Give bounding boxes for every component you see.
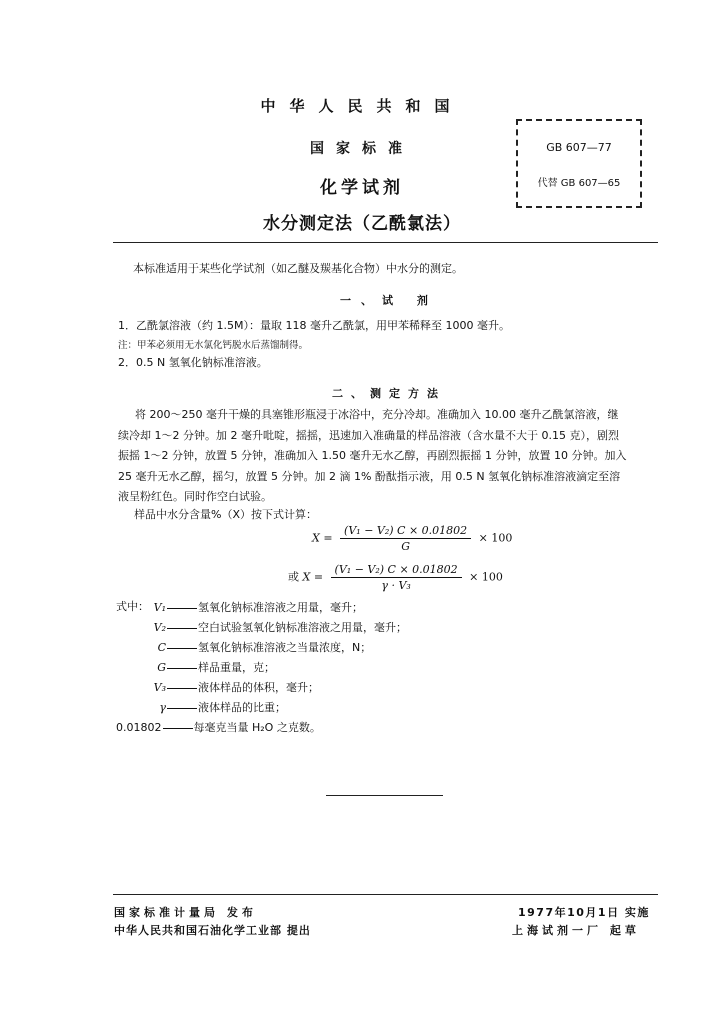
- variables-lead: 式中：: [116, 600, 149, 613]
- standard-code-box: [516, 119, 642, 208]
- variable-row: [148, 639, 371, 655]
- standard-code: GB 607—77: [546, 141, 612, 154]
- footer-divider: [113, 894, 658, 895]
- variable-row: [116, 719, 321, 735]
- method-line: 液呈粉红色。同时作空白试验。: [118, 490, 272, 503]
- replaces-code: 代替 GB 607—65: [537, 178, 621, 189]
- formula-1-lhs: X =: [312, 531, 333, 545]
- method-line: 续冷却 1～2 分钟。加 2 毫升吡啶，摇摇，迅速加入准确量的样品溶液（含水量不大于 0.15 克），剧烈: [118, 428, 619, 442]
- variable-desc: 液体样品的比重；: [198, 701, 286, 714]
- method-line: 将 200～250 毫升干燥的具塞锥形瓶浸于冰浴中，充分冷却。准确加入 10.00 毫升乙酰氯溶液，继: [135, 408, 619, 421]
- variable-desc: 样品重量，克；: [198, 661, 275, 674]
- variable-symbol: G: [157, 661, 166, 674]
- formula-2-multiplier: × 100: [469, 570, 503, 584]
- formula-2-denominator: γ · V₃: [381, 579, 411, 592]
- variable-row: [148, 699, 286, 715]
- variable-row: [148, 599, 363, 615]
- country-heading: 中华人民共和国: [260, 97, 464, 115]
- reagent-note: 注：甲苯必须用无水氯化钙脱水后蒸馏制得。: [118, 340, 309, 351]
- variable-row: [148, 619, 407, 635]
- section2-heading: 二、测定方法: [332, 387, 446, 400]
- reagent-item-1: 1．乙酰氯溶液（约 1.5M）：量取 118 毫升乙酰氯，用甲苯稀释至 1000 毫升。: [118, 319, 510, 332]
- footer-effective-date: 1977年10月1日 实施: [518, 906, 650, 919]
- footer-proposer: 中华人民共和国石油化学工业部 提出: [114, 924, 311, 937]
- formula-1-fraction: [340, 524, 471, 553]
- calc-intro: 样品中水分含量%（X）按下式计算：: [134, 508, 317, 521]
- reagent-item-2: 2．0.5 N 氢氧化钠标准溶液。: [118, 356, 268, 369]
- variable-symbol: γ: [159, 701, 166, 714]
- formula-2-numerator: (V₁ − V₂) C × 0.01802: [331, 563, 462, 578]
- variable-desc: 液体样品的体积，毫升；: [198, 681, 319, 694]
- variable-symbol: 0.01802: [116, 721, 162, 734]
- end-divider: [326, 795, 443, 796]
- formula-1-multiplier: × 100: [478, 531, 513, 545]
- variable-row: [148, 659, 275, 675]
- top-divider: [113, 242, 658, 243]
- variable-desc: 空白试验氢氧化钠标准溶液之用量，毫升；: [198, 621, 407, 634]
- formula-2-fraction: [331, 563, 462, 592]
- variable-desc: 每毫克当量 H₂O 之克数。: [193, 721, 321, 734]
- category-heading: 化学试剂: [320, 178, 404, 198]
- variable-desc: 氢氧化钠标准溶液之用量，毫升；: [198, 601, 363, 614]
- formula-2-lhs: X =: [302, 570, 324, 584]
- variable-symbol: V₁: [153, 601, 166, 614]
- formula-2-prefix: 或: [288, 570, 299, 584]
- national-standard-heading: 国家标准: [310, 141, 414, 157]
- document-title: 水分测定法（乙酰氯法）: [263, 214, 461, 234]
- formula-1-numerator: (V₁ − V₂) C × 0.01802: [340, 524, 471, 539]
- variable-row: [148, 679, 319, 695]
- formula-2: [288, 563, 503, 592]
- section1-heading: 一、试 剂: [340, 294, 438, 307]
- variable-symbol: V₃: [153, 681, 166, 694]
- variable-symbol: C: [157, 641, 166, 654]
- footer-issuer: 国家标准计量局 发布: [114, 906, 257, 919]
- method-line: 振摇 1～2 分钟，放置 5 分钟，准确加入 1.50 毫升无水乙醇，再剧烈振摇 1 分钟，放置 10 分钟。加入: [118, 449, 627, 462]
- formula-1: [312, 524, 512, 553]
- intro-text: 本标准适用于某些化学试剂（如乙醚及羰基化合物）中水分的测定。: [133, 262, 463, 275]
- method-paragraph: [118, 405, 658, 508]
- footer-drafter: 上海试剂一厂 起草: [512, 924, 640, 937]
- variable-desc: 氢氧化钠标准溶液之当量浓度，N；: [198, 641, 372, 654]
- formula-1-denominator: G: [401, 540, 410, 553]
- variable-symbol: V₂: [153, 621, 166, 634]
- method-line: 25 毫升无水乙醇，摇匀，放置 5 分钟。加 2 滴 1% 酚酞指示液，用 0.5 N 氢氧化钠标准溶液滴定至溶: [118, 469, 621, 483]
